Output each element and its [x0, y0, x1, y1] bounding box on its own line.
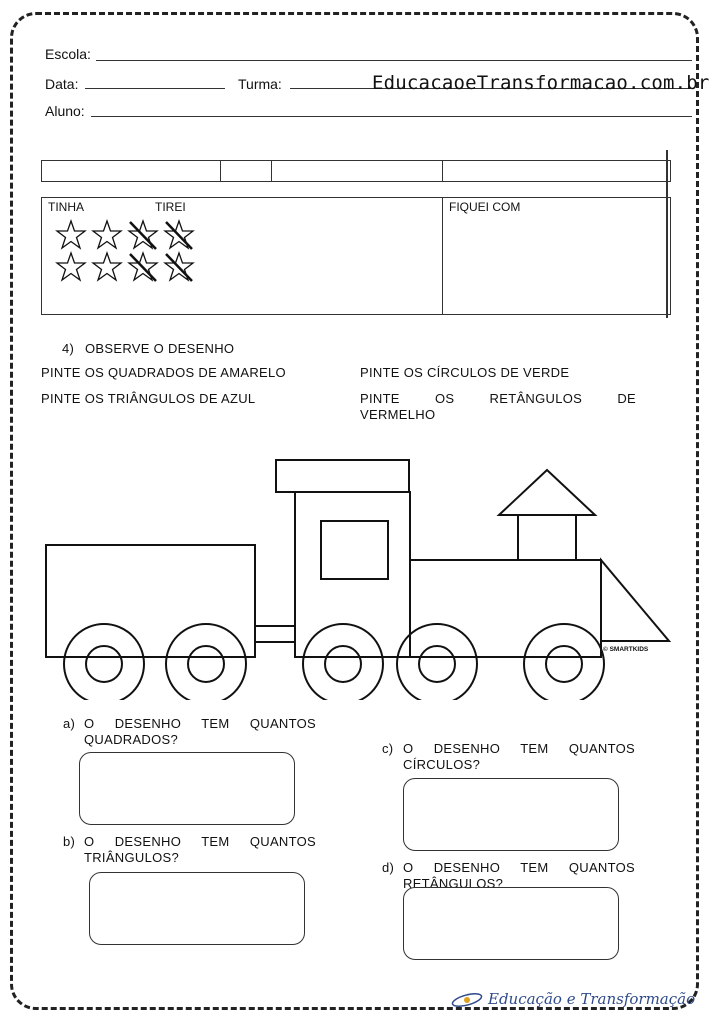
question-a-text-cont: QUADRADOS?: [84, 732, 179, 747]
answer-box-d[interactable]: [403, 887, 619, 960]
wheel-circle: [524, 624, 604, 700]
wheel-hub-circle: [86, 646, 122, 682]
wheel-circle: [397, 624, 477, 700]
wheel-hub-circle: [325, 646, 361, 682]
escola-line[interactable]: [96, 60, 692, 61]
window-square: [321, 521, 388, 579]
answer-box-a[interactable]: [79, 752, 295, 825]
instruction-rectangles-cont: VERMELHO: [360, 407, 436, 422]
answer-box-b[interactable]: [89, 872, 305, 945]
star-icon: [57, 253, 85, 280]
star-icon: [57, 221, 85, 248]
stars-group: [54, 218, 204, 284]
answer-box-c[interactable]: [403, 778, 619, 851]
question-b-letter: b): [63, 834, 76, 849]
wagon-rectangle: [46, 545, 255, 657]
question-d-text-cont: RETÂNGULOS?: [403, 876, 504, 891]
cabin-rectangle: [295, 492, 410, 657]
instruction-squares: PINTE OS QUADRADOS DE AMARELO: [41, 365, 286, 380]
website-url: EducacaoeTransformacao.com.br: [372, 72, 710, 94]
question-a-letter: a): [63, 716, 76, 731]
data-label: Data:: [45, 76, 79, 92]
chimney-cap-rectangle: [276, 460, 409, 492]
coupler-rectangle: [255, 626, 295, 642]
smokestack-square: [518, 515, 576, 560]
aluno-line[interactable]: [91, 116, 692, 117]
question-a-text: O DESENHO TEM QUANTOS: [84, 716, 316, 731]
question-c-text-cont: CÍRCULOS?: [403, 757, 481, 772]
tirei-label: TIREI: [155, 200, 186, 214]
wheel-hub-circle: [188, 646, 224, 682]
star-icon: [93, 253, 121, 280]
exercise-title: OBSERVE O DESENHO: [85, 341, 235, 356]
aluno-label: Aluno:: [45, 103, 85, 119]
star-icon: [93, 221, 121, 248]
fiquei-com-label: FIQUEI COM: [449, 200, 521, 214]
top-table-row: [41, 160, 671, 182]
fiquei-com-answer-area[interactable]: [447, 218, 662, 310]
question-b-text-cont: TRIÂNGULOS?: [84, 850, 180, 865]
turma-label: Turma:: [238, 76, 282, 92]
escola-label: Escola:: [45, 46, 91, 62]
question-d-text: O DESENHO TEM QUANTOS: [403, 860, 635, 875]
stars-table: [41, 197, 671, 315]
smartkids-watermark: © SMARTKIDS: [603, 646, 649, 653]
instruction-triangles: PINTE OS TRIÂNGULOS DE AZUL: [41, 391, 256, 406]
brand-logo-icon: [449, 989, 485, 1011]
wheel-circle: [303, 624, 383, 700]
star-crossed-icon: [129, 253, 157, 281]
instruction-circles: PINTE OS CÍRCULOS DE VERDE: [360, 365, 570, 380]
star-crossed-icon: [165, 253, 193, 281]
tinha-label: TINHA: [48, 200, 84, 214]
wheel-hub-circle: [419, 646, 455, 682]
engine-rectangle: [410, 560, 601, 657]
wheel-circle: [64, 624, 144, 700]
cowcatcher-triangle: [601, 560, 669, 641]
data-line[interactable]: [85, 88, 225, 89]
star-crossed-icon: [165, 221, 193, 249]
question-c-text: O DESENHO TEM QUANTOS: [403, 741, 635, 756]
roof-triangle: [499, 470, 595, 515]
instruction-rectangles: PINTE OS RETÂNGULOS DE: [360, 391, 636, 406]
footer-brand: Educação e Transformação: [488, 990, 696, 1008]
star-crossed-icon: [129, 221, 157, 249]
question-c-letter: c): [382, 741, 394, 756]
exercise-number: 4): [62, 341, 75, 356]
train-drawing: [40, 455, 675, 700]
question-d-letter: d): [382, 860, 395, 875]
wheel-hub-circle: [546, 646, 582, 682]
question-b-text: O DESENHO TEM QUANTOS: [84, 834, 316, 849]
wheel-circle: [166, 624, 246, 700]
